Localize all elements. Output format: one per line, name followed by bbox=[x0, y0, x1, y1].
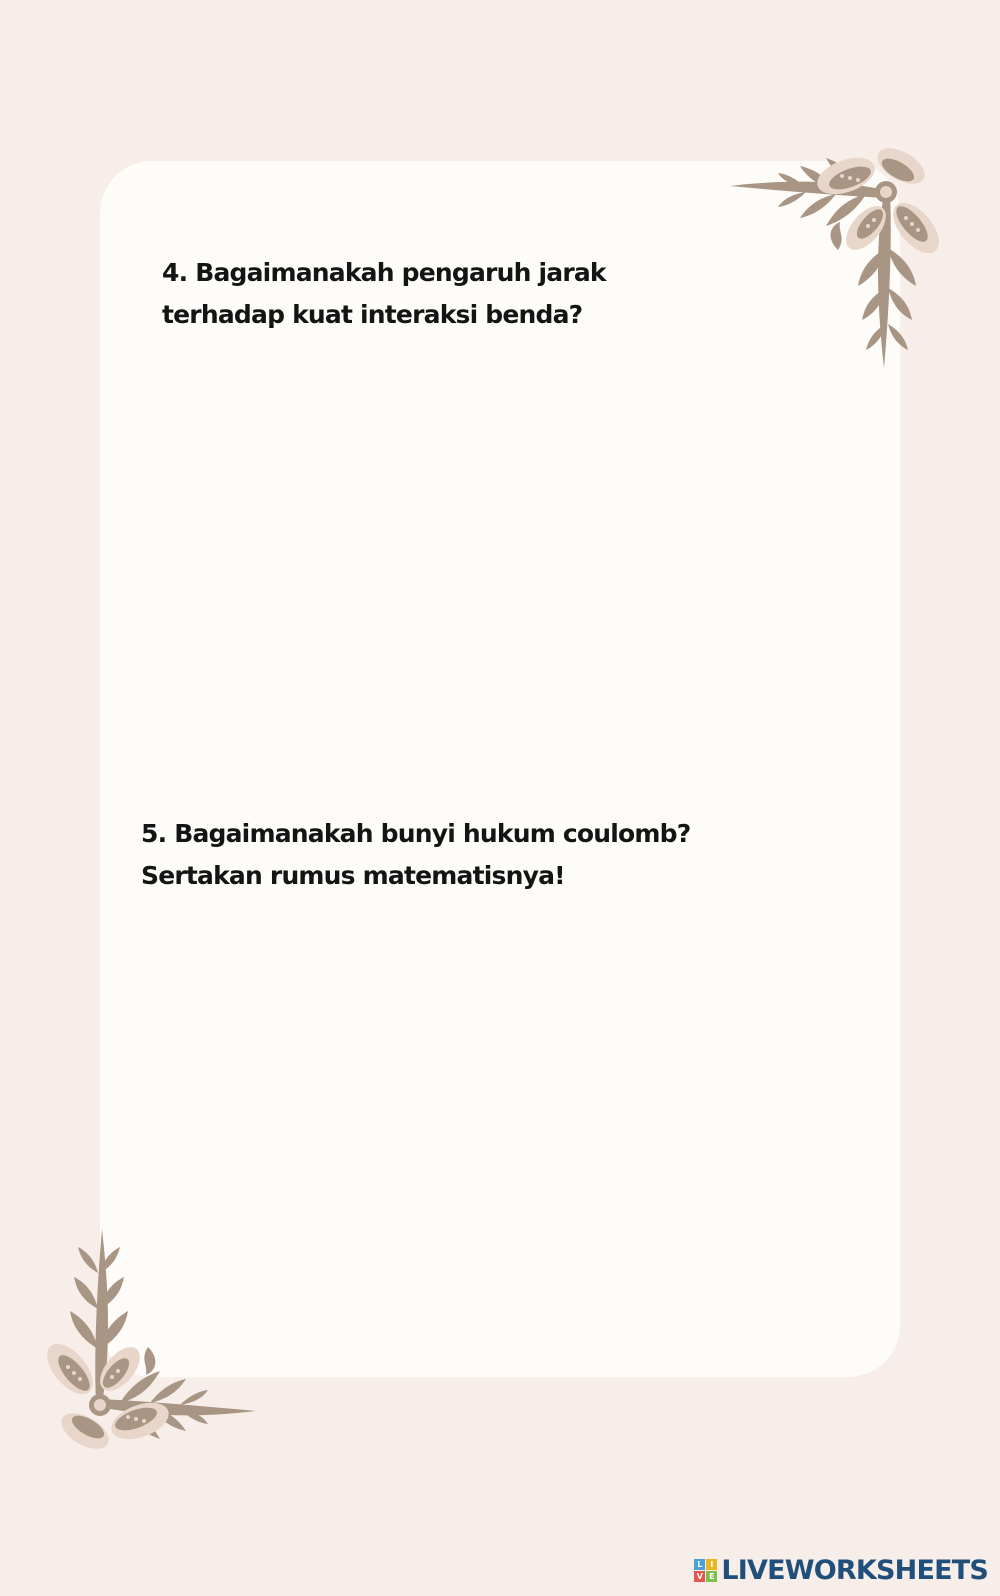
logo-tile-e: E bbox=[706, 1571, 717, 1582]
floral-ornament-top-right-icon bbox=[726, 138, 956, 378]
floral-ornament-bottom-left-icon bbox=[30, 1219, 260, 1459]
logo-tile-i: I bbox=[706, 1559, 717, 1570]
question-5-text: 5. Bagaimanakah bunyi hukum coulomb? Sertakan rumus matematisnya! bbox=[141, 819, 691, 890]
logo-tile-l: L bbox=[694, 1559, 705, 1570]
liveworksheets-logo-icon bbox=[694, 1559, 717, 1582]
logo-text: LIVEWORKSHEETS bbox=[721, 1555, 988, 1586]
logo-tile-v: V bbox=[694, 1571, 705, 1582]
liveworksheets-logo[interactable] bbox=[694, 1555, 988, 1586]
question-4-text: 4. Bagaimanakah pengaruh jarak terhadap kuat interaksi benda? bbox=[162, 258, 606, 329]
